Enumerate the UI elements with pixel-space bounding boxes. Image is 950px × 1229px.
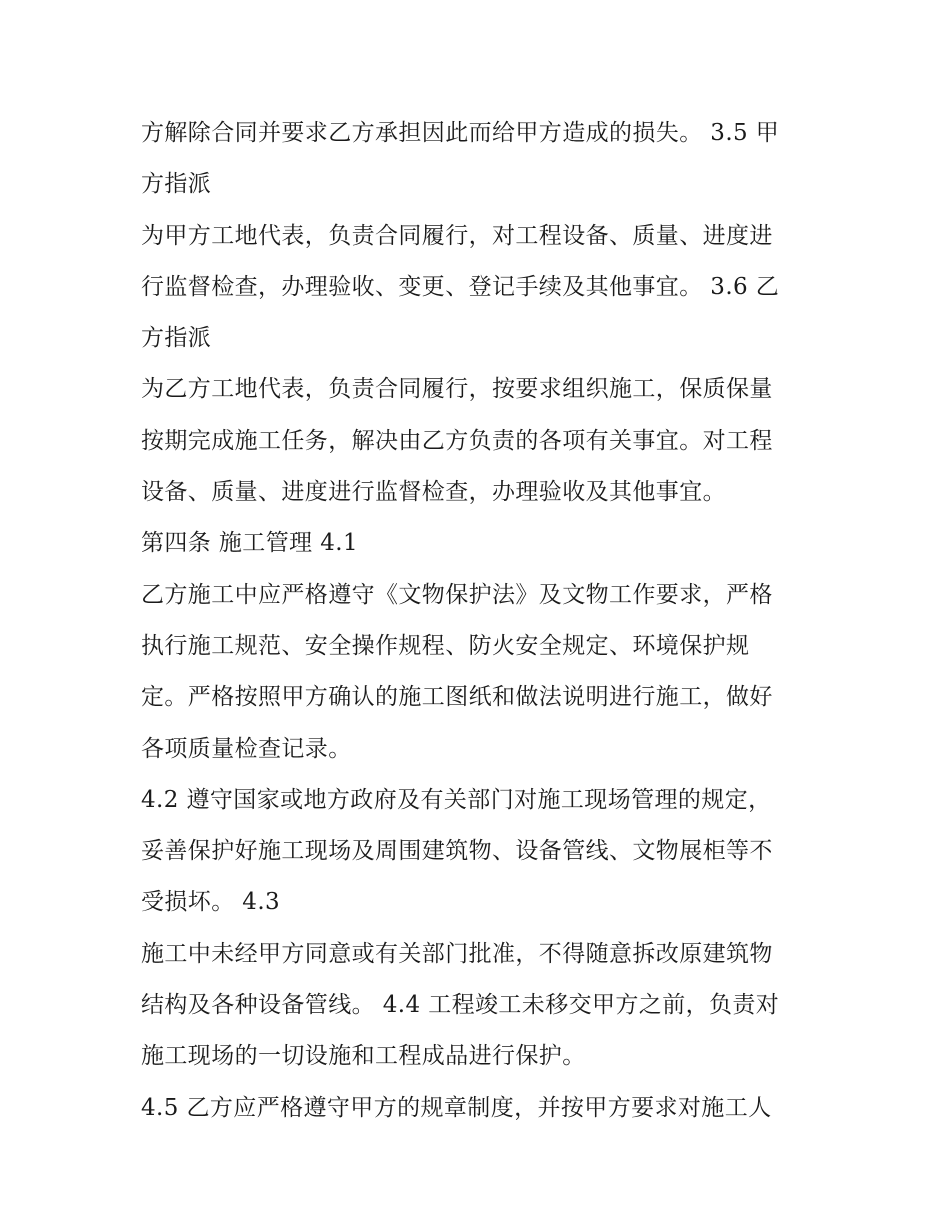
text-line: 定。严格按照甲方确认的施工图纸和做法说明进行施工，做好 (141, 684, 773, 711)
text-line: 各项质量检查记录。 (141, 735, 352, 762)
text-line: 方指派 (141, 325, 212, 352)
text-line: 施工中未经甲方同意或有关部门批准，不得随意拆改原建筑物 (141, 940, 773, 967)
text-line: 施工现场的一切设施和工程成品进行保护。 (141, 1043, 586, 1070)
text-line: 妥善保护好施工现场及周围建筑物、设备管线、文物展柜等不 (141, 838, 773, 865)
text-line: 4.2 遵守国家或地方政府及有关部门对施工现场管理的规定， (141, 786, 772, 813)
text-line: 结构及各种设备管线。 4.4 工程竣工未移交甲方之前，负责对 (141, 992, 780, 1019)
section-heading-line: 第四条 施工管理 4.1 (141, 530, 358, 557)
text-line: 按期完成施工任务，解决由乙方负责的各项有关事宜。对工程 (141, 427, 773, 454)
text-line: 方解除合同并要求乙方承担因此而给甲方造成的损失。 3.5 甲 (141, 120, 780, 146)
text-line: 设备、质量、进度进行监督检查，办理验收及其他事宜。 (141, 479, 726, 506)
text-line: 乙方施工中应严格遵守《文物保护法》及文物工作要求，严格 (141, 581, 773, 608)
text-line: 行监督检查，办理验收、变更、登记手续及其他事宜。 3.6 乙 (141, 273, 780, 300)
text-line: 4.5 乙方应严格遵守甲方的规章制度，并按甲方要求对施工人 (141, 1094, 772, 1121)
text-line: 方指派 (141, 171, 212, 198)
text-line: 为甲方工地代表，负责合同履行，对工程设备、质量、进度进 (141, 222, 773, 249)
text-line: 受损坏。 4.3 (141, 889, 281, 916)
text-line: 执行施工规范、安全操作规程、防火安全规定、环境保护规 (141, 632, 750, 659)
text-line: 为乙方工地代表，负责合同履行，按要求组织施工，保质保量 (141, 376, 773, 403)
contract-text-block (141, 108, 821, 1134)
